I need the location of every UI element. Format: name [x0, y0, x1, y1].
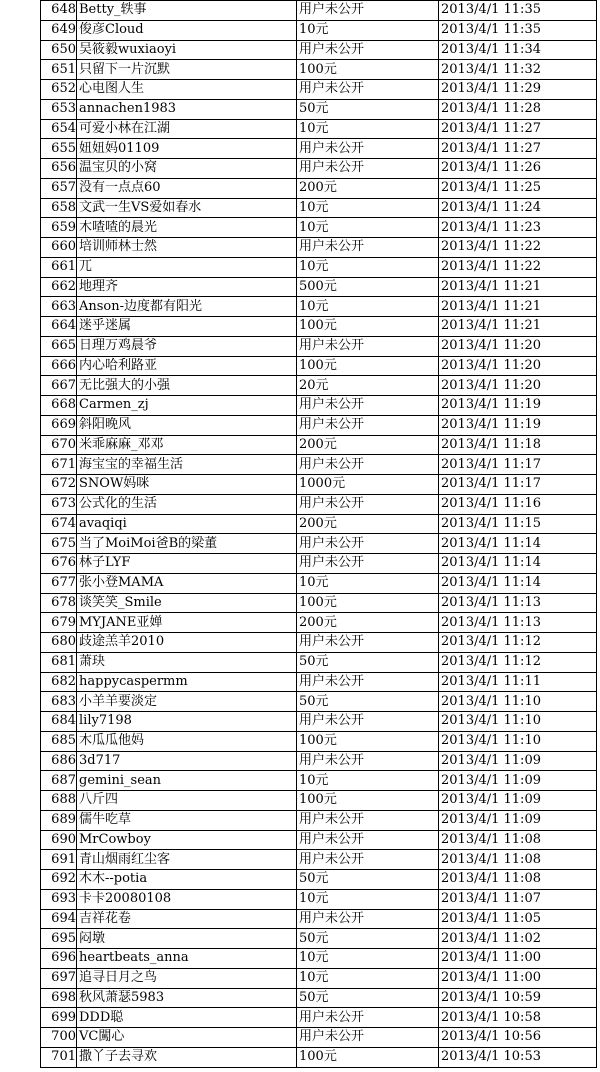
donation-time: 2013/4/1 11:12 — [439, 652, 597, 672]
donation-time: 2013/4/1 11:09 — [439, 791, 597, 811]
donation-amount: 50元 — [297, 652, 439, 672]
donation-time: 2013/4/1 11:00 — [439, 968, 597, 988]
table-row — [41, 435, 597, 455]
donation-amount: 用户未公开 — [297, 633, 439, 653]
table-row — [41, 731, 597, 751]
row-number: 653 — [41, 99, 77, 119]
donor-name: 无比强大的小强 — [77, 376, 297, 396]
donation-amount: 用户未公开 — [297, 751, 439, 771]
donation-amount: 用户未公开 — [297, 810, 439, 830]
row-number: 660 — [41, 238, 77, 258]
donation-time: 2013/4/1 11:20 — [439, 356, 597, 376]
donation-time: 2013/4/1 11:09 — [439, 751, 597, 771]
donation-amount: 50元 — [297, 870, 439, 890]
donation-time: 2013/4/1 11:14 — [439, 534, 597, 554]
table-row — [41, 139, 597, 159]
table-row — [41, 494, 597, 514]
donor-name: 日理万鸡晨爷 — [77, 336, 297, 356]
donation-amount: 用户未公开 — [297, 494, 439, 514]
donor-name: 迷乎迷属 — [77, 317, 297, 337]
donation-amount: 200元 — [297, 613, 439, 633]
donor-name: 米乖麻麻_邓邓 — [77, 435, 297, 455]
table-row — [41, 751, 597, 771]
table-row — [41, 415, 597, 435]
row-number: 699 — [41, 1008, 77, 1028]
donor-name: 小羊羊要淡定 — [77, 692, 297, 712]
table-row — [41, 692, 597, 712]
table-row — [41, 60, 597, 80]
donation-time: 2013/4/1 10:53 — [439, 1047, 597, 1067]
donation-time: 2013/4/1 11:25 — [439, 178, 597, 198]
table-row — [41, 534, 597, 554]
donor-name: 撒丫子去寻欢 — [77, 1047, 297, 1067]
row-number: 687 — [41, 771, 77, 791]
donation-amount: 用户未公开 — [297, 830, 439, 850]
donor-name: 地理齐 — [77, 277, 297, 297]
donor-name: 林子LYF — [77, 554, 297, 574]
donation-amount: 10元 — [297, 198, 439, 218]
donor-name: VC闖心 — [77, 1028, 297, 1048]
row-number: 650 — [41, 40, 77, 60]
table-row — [41, 376, 597, 396]
donation-amount: 500元 — [297, 277, 439, 297]
table-row — [41, 771, 597, 791]
donation-amount: 用户未公开 — [297, 534, 439, 554]
donation-time: 2013/4/1 11:17 — [439, 475, 597, 495]
row-number: 658 — [41, 198, 77, 218]
donation-time: 2013/4/1 11:22 — [439, 238, 597, 258]
table-row — [41, 198, 597, 218]
donation-table — [40, 0, 597, 1068]
donation-time: 2013/4/1 11:10 — [439, 692, 597, 712]
table-row — [41, 257, 597, 277]
table-row — [41, 514, 597, 534]
row-number: 668 — [41, 396, 77, 416]
donation-time: 2013/4/1 11:35 — [439, 20, 597, 40]
donation-time: 2013/4/1 11:05 — [439, 909, 597, 929]
donor-name: 海宝宝的幸福生活 — [77, 455, 297, 475]
donation-time: 2013/4/1 10:56 — [439, 1028, 597, 1048]
table-row — [41, 1, 597, 21]
donation-amount: 用户未公开 — [297, 712, 439, 732]
donation-amount: 50元 — [297, 988, 439, 1008]
donation-time: 2013/4/1 10:59 — [439, 988, 597, 1008]
donor-name: 闷墩 — [77, 929, 297, 949]
table-row — [41, 40, 597, 60]
row-number: 670 — [41, 435, 77, 455]
row-number: 679 — [41, 613, 77, 633]
donor-name: 歧途羔羊2010 — [77, 633, 297, 653]
donation-time: 2013/4/1 11:09 — [439, 771, 597, 791]
row-number: 657 — [41, 178, 77, 198]
row-number: 665 — [41, 336, 77, 356]
donor-name: MYJANE亚婵 — [77, 613, 297, 633]
donation-time: 2013/4/1 11:02 — [439, 929, 597, 949]
donor-name: avaqiqi — [77, 514, 297, 534]
donation-time: 2013/4/1 11:27 — [439, 119, 597, 139]
donor-name: Carmen_zj — [77, 396, 297, 416]
row-number: 697 — [41, 968, 77, 988]
donor-name: 木木--potia — [77, 870, 297, 890]
donor-name: 内心哈利路亚 — [77, 356, 297, 376]
donor-name: heartbeats_anna — [77, 949, 297, 969]
donation-time: 2013/4/1 11:22 — [439, 257, 597, 277]
donation-time: 2013/4/1 11:26 — [439, 159, 597, 179]
donor-name: 追寻日月之鸟 — [77, 968, 297, 988]
donor-name: 木瓜瓜他妈 — [77, 731, 297, 751]
row-number: 655 — [41, 139, 77, 159]
donation-amount: 200元 — [297, 435, 439, 455]
donation-time: 2013/4/1 11:21 — [439, 317, 597, 337]
row-number: 700 — [41, 1028, 77, 1048]
donor-name: 没有一点点60 — [77, 178, 297, 198]
donor-name: 张小登MAMA — [77, 573, 297, 593]
donation-amount: 10元 — [297, 20, 439, 40]
table-row — [41, 573, 597, 593]
donation-amount: 用户未公开 — [297, 40, 439, 60]
table-row — [41, 356, 597, 376]
row-number: 672 — [41, 475, 77, 495]
donation-time: 2013/4/1 11:34 — [439, 40, 597, 60]
donor-name: lily7198 — [77, 712, 297, 732]
donation-amount: 200元 — [297, 178, 439, 198]
table-row — [41, 949, 597, 969]
donation-amount: 100元 — [297, 356, 439, 376]
donor-name: 心电图人生 — [77, 80, 297, 100]
donation-amount: 50元 — [297, 929, 439, 949]
donation-time: 2013/4/1 11:21 — [439, 297, 597, 317]
donation-amount: 10元 — [297, 119, 439, 139]
donation-amount: 用户未公开 — [297, 415, 439, 435]
table-row — [41, 850, 597, 870]
table-row — [41, 870, 597, 890]
donation-amount: 用户未公开 — [297, 672, 439, 692]
donor-name: 吉祥花卷 — [77, 909, 297, 929]
donation-time: 2013/4/1 11:13 — [439, 593, 597, 613]
donation-time: 2013/4/1 11:19 — [439, 415, 597, 435]
table-row — [41, 672, 597, 692]
donation-amount: 用户未公开 — [297, 80, 439, 100]
table-row — [41, 929, 597, 949]
donor-name: Betty_轶事 — [77, 1, 297, 21]
table-row — [41, 1047, 597, 1067]
table-row — [41, 633, 597, 653]
donation-time: 2013/4/1 11:18 — [439, 435, 597, 455]
row-number: 694 — [41, 909, 77, 929]
table-row — [41, 554, 597, 574]
donation-time: 2013/4/1 11:27 — [439, 139, 597, 159]
donation-time: 2013/4/1 11:21 — [439, 277, 597, 297]
table-row — [41, 277, 597, 297]
donor-name: 公式化的生活 — [77, 494, 297, 514]
table-row — [41, 336, 597, 356]
donation-time: 2013/4/1 11:08 — [439, 830, 597, 850]
donation-amount: 50元 — [297, 99, 439, 119]
row-number: 686 — [41, 751, 77, 771]
table-row — [41, 218, 597, 238]
table-row — [41, 119, 597, 139]
row-number: 693 — [41, 889, 77, 909]
donor-name: 吴筱毅wuxiaoyi — [77, 40, 297, 60]
donation-time: 2013/4/1 11:15 — [439, 514, 597, 534]
table-row — [41, 396, 597, 416]
donor-name: 当了MoiMoi爸B的梁董 — [77, 534, 297, 554]
row-number: 661 — [41, 257, 77, 277]
table-row — [41, 613, 597, 633]
row-number: 671 — [41, 455, 77, 475]
donation-amount: 用户未公开 — [297, 850, 439, 870]
donor-name: 俊彦Cloud — [77, 20, 297, 40]
donor-name: 木喳喳的晨光 — [77, 218, 297, 238]
donation-amount: 用户未公开 — [297, 159, 439, 179]
table-row — [41, 1008, 597, 1028]
table-row — [41, 988, 597, 1008]
donation-amount: 100元 — [297, 791, 439, 811]
donation-amount: 100元 — [297, 317, 439, 337]
row-number: 680 — [41, 633, 77, 653]
donation-amount: 用户未公开 — [297, 336, 439, 356]
donor-name: 青山烟雨红尘客 — [77, 850, 297, 870]
row-number: 651 — [41, 60, 77, 80]
donor-name: happycaspermm — [77, 672, 297, 692]
table-row — [41, 791, 597, 811]
donation-amount: 100元 — [297, 1047, 439, 1067]
table-body — [41, 1, 597, 1068]
table-row — [41, 712, 597, 732]
row-number: 664 — [41, 317, 77, 337]
table-row — [41, 238, 597, 258]
donor-name: Anson-边度都有阳光 — [77, 297, 297, 317]
donor-name: 儒牛吃草 — [77, 810, 297, 830]
donor-name: annachen1983 — [77, 99, 297, 119]
donor-name: gemini_sean — [77, 771, 297, 791]
row-number: 663 — [41, 297, 77, 317]
row-number: 648 — [41, 1, 77, 21]
table-row — [41, 455, 597, 475]
donation-time: 2013/4/1 11:28 — [439, 99, 597, 119]
table-row — [41, 889, 597, 909]
donor-name: 兀 — [77, 257, 297, 277]
row-number: 677 — [41, 573, 77, 593]
donation-amount: 10元 — [297, 949, 439, 969]
donation-time: 2013/4/1 11:14 — [439, 573, 597, 593]
donation-amount: 用户未公开 — [297, 554, 439, 574]
donation-time: 2013/4/1 11:20 — [439, 336, 597, 356]
row-number: 674 — [41, 514, 77, 534]
row-number: 667 — [41, 376, 77, 396]
table-row — [41, 652, 597, 672]
row-number: 691 — [41, 850, 77, 870]
table-row — [41, 99, 597, 119]
donation-amount: 用户未公开 — [297, 139, 439, 159]
row-number: 669 — [41, 415, 77, 435]
donor-name: 培训师林士然 — [77, 238, 297, 258]
donation-amount: 用户未公开 — [297, 455, 439, 475]
row-number: 649 — [41, 20, 77, 40]
donor-name: 可爱小林在江湖 — [77, 119, 297, 139]
row-number: 685 — [41, 731, 77, 751]
donation-amount: 1000元 — [297, 475, 439, 495]
donation-time: 2013/4/1 11:08 — [439, 850, 597, 870]
row-number: 681 — [41, 652, 77, 672]
row-number: 683 — [41, 692, 77, 712]
donation-time: 2013/4/1 11:14 — [439, 554, 597, 574]
donor-name: 3d717 — [77, 751, 297, 771]
table-row — [41, 80, 597, 100]
donation-amount: 用户未公开 — [297, 909, 439, 929]
donor-name: DDD聪 — [77, 1008, 297, 1028]
row-number: 659 — [41, 218, 77, 238]
table-row — [41, 475, 597, 495]
row-number: 682 — [41, 672, 77, 692]
donation-time: 2013/4/1 11:10 — [439, 712, 597, 732]
row-number: 662 — [41, 277, 77, 297]
donation-time: 2013/4/1 11:12 — [439, 633, 597, 653]
donation-amount: 10元 — [297, 297, 439, 317]
donation-time: 2013/4/1 11:35 — [439, 1, 597, 21]
donation-amount: 用户未公开 — [297, 1008, 439, 1028]
donation-time: 2013/4/1 11:19 — [439, 396, 597, 416]
donation-time: 2013/4/1 11:09 — [439, 810, 597, 830]
row-number: 666 — [41, 356, 77, 376]
table-row — [41, 830, 597, 850]
donation-amount: 用户未公开 — [297, 238, 439, 258]
row-number: 696 — [41, 949, 77, 969]
donation-amount: 100元 — [297, 731, 439, 751]
row-number: 684 — [41, 712, 77, 732]
donation-time: 2013/4/1 11:29 — [439, 80, 597, 100]
row-number: 654 — [41, 119, 77, 139]
donation-time: 2013/4/1 11:07 — [439, 889, 597, 909]
row-number: 689 — [41, 810, 77, 830]
table-row — [41, 1028, 597, 1048]
donation-time: 2013/4/1 11:23 — [439, 218, 597, 238]
donation-amount: 10元 — [297, 573, 439, 593]
donation-amount: 10元 — [297, 771, 439, 791]
table-row — [41, 20, 597, 40]
row-number: 676 — [41, 554, 77, 574]
donation-amount: 用户未公开 — [297, 1, 439, 21]
donation-time: 2013/4/1 10:58 — [439, 1008, 597, 1028]
donor-name: 温宝贝的小窝 — [77, 159, 297, 179]
row-number: 701 — [41, 1047, 77, 1067]
donor-name: 只留下一片沉默 — [77, 60, 297, 80]
row-number: 652 — [41, 80, 77, 100]
donor-name: 秋风萧瑟5983 — [77, 988, 297, 1008]
table-row — [41, 968, 597, 988]
row-number: 678 — [41, 593, 77, 613]
row-number: 695 — [41, 929, 77, 949]
table-row — [41, 909, 597, 929]
donation-amount: 10元 — [297, 889, 439, 909]
row-number: 656 — [41, 159, 77, 179]
table-row — [41, 178, 597, 198]
donor-name: MrCowboy — [77, 830, 297, 850]
donation-amount: 10元 — [297, 968, 439, 988]
table-row — [41, 810, 597, 830]
donor-name: 萧玦 — [77, 652, 297, 672]
row-number: 673 — [41, 494, 77, 514]
donation-time: 2013/4/1 11:16 — [439, 494, 597, 514]
donation-amount: 200元 — [297, 514, 439, 534]
donation-amount: 20元 — [297, 376, 439, 396]
donation-time: 2013/4/1 11:32 — [439, 60, 597, 80]
donation-amount: 10元 — [297, 257, 439, 277]
donor-name: SNOW妈咪 — [77, 475, 297, 495]
table-row — [41, 593, 597, 613]
table-row — [41, 317, 597, 337]
donation-time: 2013/4/1 11:08 — [439, 870, 597, 890]
row-number: 688 — [41, 791, 77, 811]
row-number: 675 — [41, 534, 77, 554]
donation-amount: 10元 — [297, 218, 439, 238]
donation-time: 2013/4/1 11:11 — [439, 672, 597, 692]
donation-time: 2013/4/1 11:00 — [439, 949, 597, 969]
donation-time: 2013/4/1 11:13 — [439, 613, 597, 633]
donor-name: 妞妞妈01109 — [77, 139, 297, 159]
donation-amount: 50元 — [297, 692, 439, 712]
donation-time: 2013/4/1 11:17 — [439, 455, 597, 475]
donation-time: 2013/4/1 11:10 — [439, 731, 597, 751]
donor-name: 八斤四 — [77, 791, 297, 811]
row-number: 690 — [41, 830, 77, 850]
table-row — [41, 159, 597, 179]
row-number: 698 — [41, 988, 77, 1008]
donation-amount: 100元 — [297, 593, 439, 613]
donor-name: 斜阳晚风 — [77, 415, 297, 435]
donation-amount: 用户未公开 — [297, 396, 439, 416]
donor-name: 谈笑笑_Smile — [77, 593, 297, 613]
donor-name: 卡卡20080108 — [77, 889, 297, 909]
donor-name: 文武一生VS爱如春水 — [77, 198, 297, 218]
donation-time: 2013/4/1 11:20 — [439, 376, 597, 396]
table-row — [41, 297, 597, 317]
donation-amount: 100元 — [297, 60, 439, 80]
donation-time: 2013/4/1 11:24 — [439, 198, 597, 218]
donation-amount: 用户未公开 — [297, 1028, 439, 1048]
row-number: 692 — [41, 870, 77, 890]
